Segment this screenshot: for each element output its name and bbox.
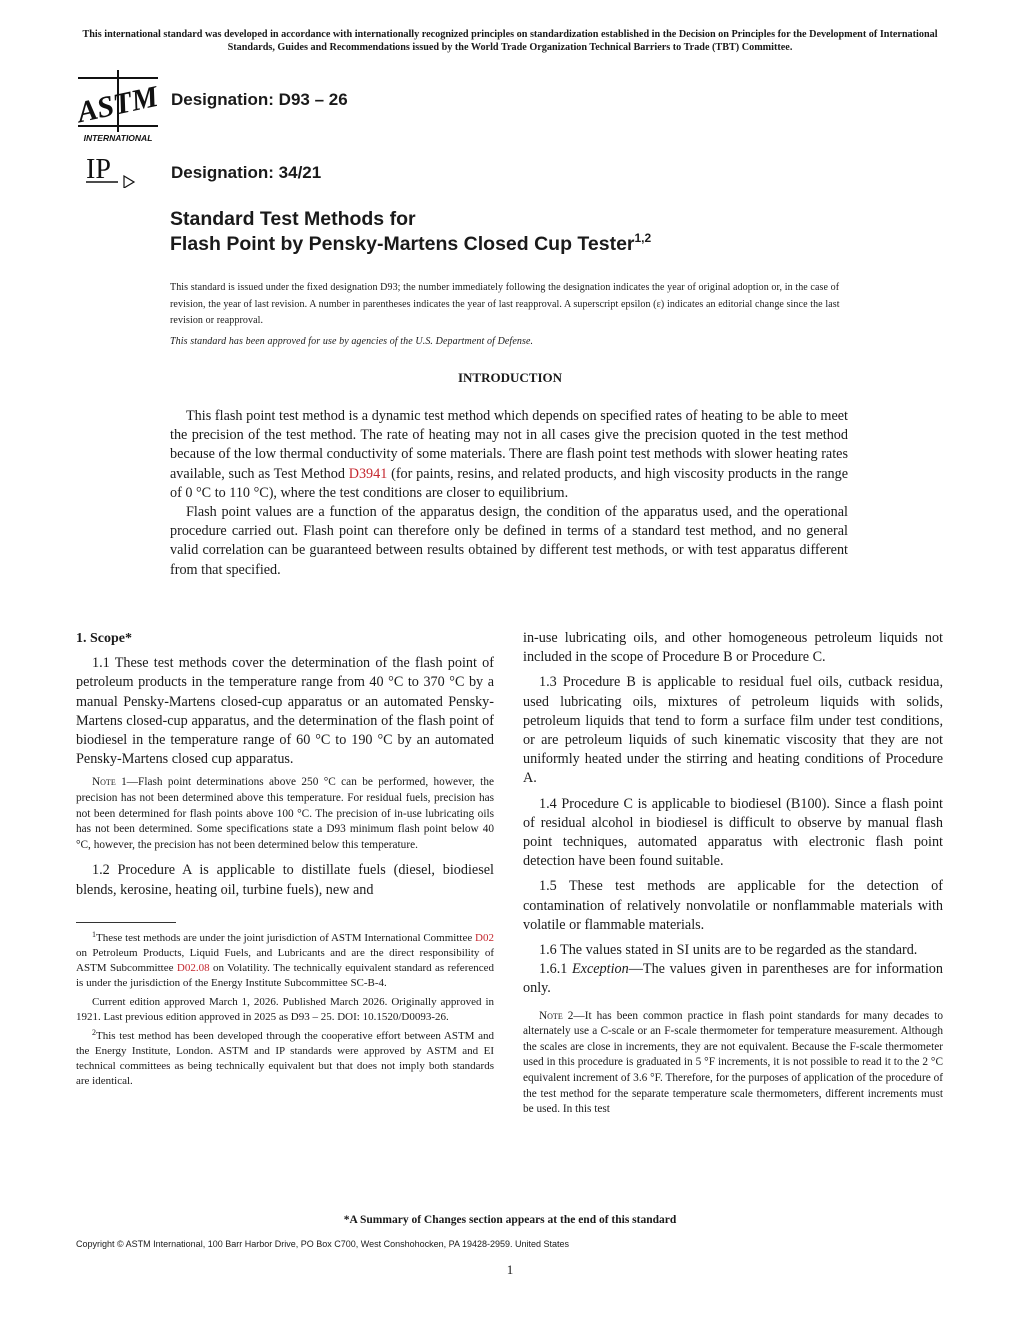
section-1-4: 1.4 Procedure C is applicable to biodiesel (B100). Since a flash point of residual alcohol in biodiesel is difficult to observe by manual flash point techniques, automated apparatus with electronic flash point detection have been found suitable. — [523, 795, 943, 870]
note-1: Note 1—Flash point determinations above 250 °C can be performed, however, the precision has not been determined above this temperature. For residual fuels, precision has not been determined for flash points above 100 °C. The precision of in-use lubricating oils has not been determined. Some specifications state a D93 minimum flash point below 40 °C, however, the precision has not been determined below this temperature. — [76, 776, 494, 851]
ip-logo — [84, 152, 144, 188]
intro-paragraph-1: This flash point test method is a dynamic test method which depends on specified rates of heating to be able to meet the precision of the test method. The rate of heating may not in all cases give the precision quoted in the test method because of the low thermal conductivity of some materials. There are flash point test methods with slower heating rates available, such as Test Method D3941 (for paints, resins, and related products, and high viscosity products in the range of 0 °C to 110 °C), where the test conditions are closer to equilibrium. — [170, 408, 848, 501]
section-1-1: 1.1 These test methods cover the determination of the flash point of petroleum products in the temperature range from 40 °C to 370 °C by a manual Pensky-Martens closed-cup apparatus or an automated Pensky-Martens closed-cup apparatus, and the determination of the flash point of biodiesel in the temperature range of 60 °C to 190 °C by an automated Pensky-Martens closed cup apparatus. — [76, 655, 494, 768]
astm-logo-text: ASTM — [74, 79, 162, 130]
d3941-link[interactable]: D3941 — [348, 465, 388, 482]
title-footnote-ref[interactable]: 1,2 — [634, 231, 652, 245]
intro-paragraph-2: Flash point values are a function of the apparatus design, the condition of the apparatus used, and the operational procedure carried out. Flash point can therefore only be defined in terms of a standard test method, and no general valid correlation can be guaranteed between results obtained by different test methods, or with test apparatus different from that specified. — [170, 504, 848, 578]
document-title — [170, 207, 651, 257]
section-1-6: 1.6 The values stated in SI units are to be regarded as the standard. — [539, 942, 918, 959]
footnote-divider — [76, 922, 176, 923]
d02-link[interactable]: D02 — [475, 931, 494, 944]
section-1-2: 1.2 Procedure A is applicable to distillate fuels (diesel, biodiesel blends, kerosine, heating oil, turbine fuels), new and — [76, 862, 494, 898]
issue-note: This standard is issued under the fixed designation D93; the number immediately following the designation indicates the year of original adoption or, in the case of revision, the year of last revision. A number in parentheses indicates the year of last reapproval. A superscript epsilon (ε) indicates an editorial change since the last revision or reapproval. — [170, 282, 840, 326]
astm-logo — [72, 70, 164, 144]
right-column — [523, 629, 943, 1126]
copyright: Copyright © ASTM International, 100 Barr Harbor Drive, PO Box C700, West Conshohocken, PA 19428-2959. United States — [76, 1239, 570, 1249]
section-1-2-continued: in-use lubricating oils, and other homogeneous petroleum liquids not included in the scope of Procedure B or Procedure C. — [523, 630, 943, 666]
section-1-5: 1.5 These test methods are applicable for the detection of contamination of relatively nonvolatile or nonflammable materials with volatile or flammable materials. — [523, 878, 943, 933]
left-column — [76, 629, 494, 1093]
dod-note: This standard has been approved for use by agencies of the U.S. Department of Defense. — [170, 336, 534, 347]
summary-of-changes-note: *A Summary of Changes section appears at the end of this standard — [343, 1214, 677, 1226]
ip-logo-text: IP — [86, 154, 111, 185]
scope-heading: 1. Scope* — [76, 631, 132, 646]
title-line-1: Standard Test Methods for — [170, 208, 416, 230]
introduction-body — [170, 407, 848, 580]
footnote-1-edition: Current edition approved March 1, 2026. Published March 2026. Originally approved in 1921. Last previous edition approved in 2025 as D93 – 25. DOI: 10.1520/D0093-26. — [76, 995, 494, 1023]
note-2: Note 2—It has been common practice in flash point standards for many decades to alternately use a C-scale or an F-scale thermometer for temperature measurement. Although the scales are close in increments, they are not equivalent. Because the F-scale thermometer used in this procedure is graduated in 5 °F increments, it is not possible to read it to the 2 °C equivalent increment of 3.6 °F. Therefore, for the purposes of application of the procedure of the test method for the separate temperature scale thermometers, different increments must be used. In this test — [523, 1009, 943, 1116]
ip-designation: Designation: 34/21 — [171, 163, 322, 182]
footnote-2: $^2$This test method has been developed through the cooperative effort between ASTM and the Energy Institute, London. ASTM and IP standards were approved by ASTM and EI technical committees as being technically equivalent but that does not imply both standards are identical. — [76, 1027, 494, 1087]
astm-designation: Designation: D93 – 26 — [171, 90, 348, 109]
title-line-2: Flash Point by Pensky-Martens Closed Cup Tester$^{1,2}$ — [170, 231, 652, 255]
footnote-1: $^1$These test methods are under the joint jurisdiction of ASTM International Committee D02 on Petroleum Products, Liquid Fuels, and Lubricants and are the direct responsibility of ASTM Subcommittee D02.08 on Volatility. The technically equivalent standard as referenced is under the jurisdiction of the Energy Institute Subcommittee SC-B-4. — [76, 929, 494, 989]
top-notice: This international standard was developed in accordance with internationally recognized principles on standardization established in the Decision on Principles for the Development of International Standards, Guides and Recommendations issued by the World Trade Organization Technical Barriers to Trade (TBT) Committee. — [82, 29, 938, 53]
introduction-heading: INTRODUCTION — [457, 370, 562, 385]
page-number: 1 — [506, 1262, 514, 1277]
astm-logo-sub: INTERNATIONAL — [83, 133, 153, 143]
d02-08-link[interactable]: D02.08 — [176, 961, 210, 974]
section-1-3: 1.3 Procedure B is applicable to residual fuel oils, cutback residua, used lubricating oils, mixtures of petroleum liquids with solids, petroleum liquids that tend to form a surface film under test conditions, or are petroleum liquids of such kinematic viscosity that they are not uniformly heated under the stirring and heating conditions of Procedure A. — [523, 674, 943, 787]
section-1-6-1: 1.6.1 Exception—The values given in parentheses are for information only. — [523, 961, 943, 997]
